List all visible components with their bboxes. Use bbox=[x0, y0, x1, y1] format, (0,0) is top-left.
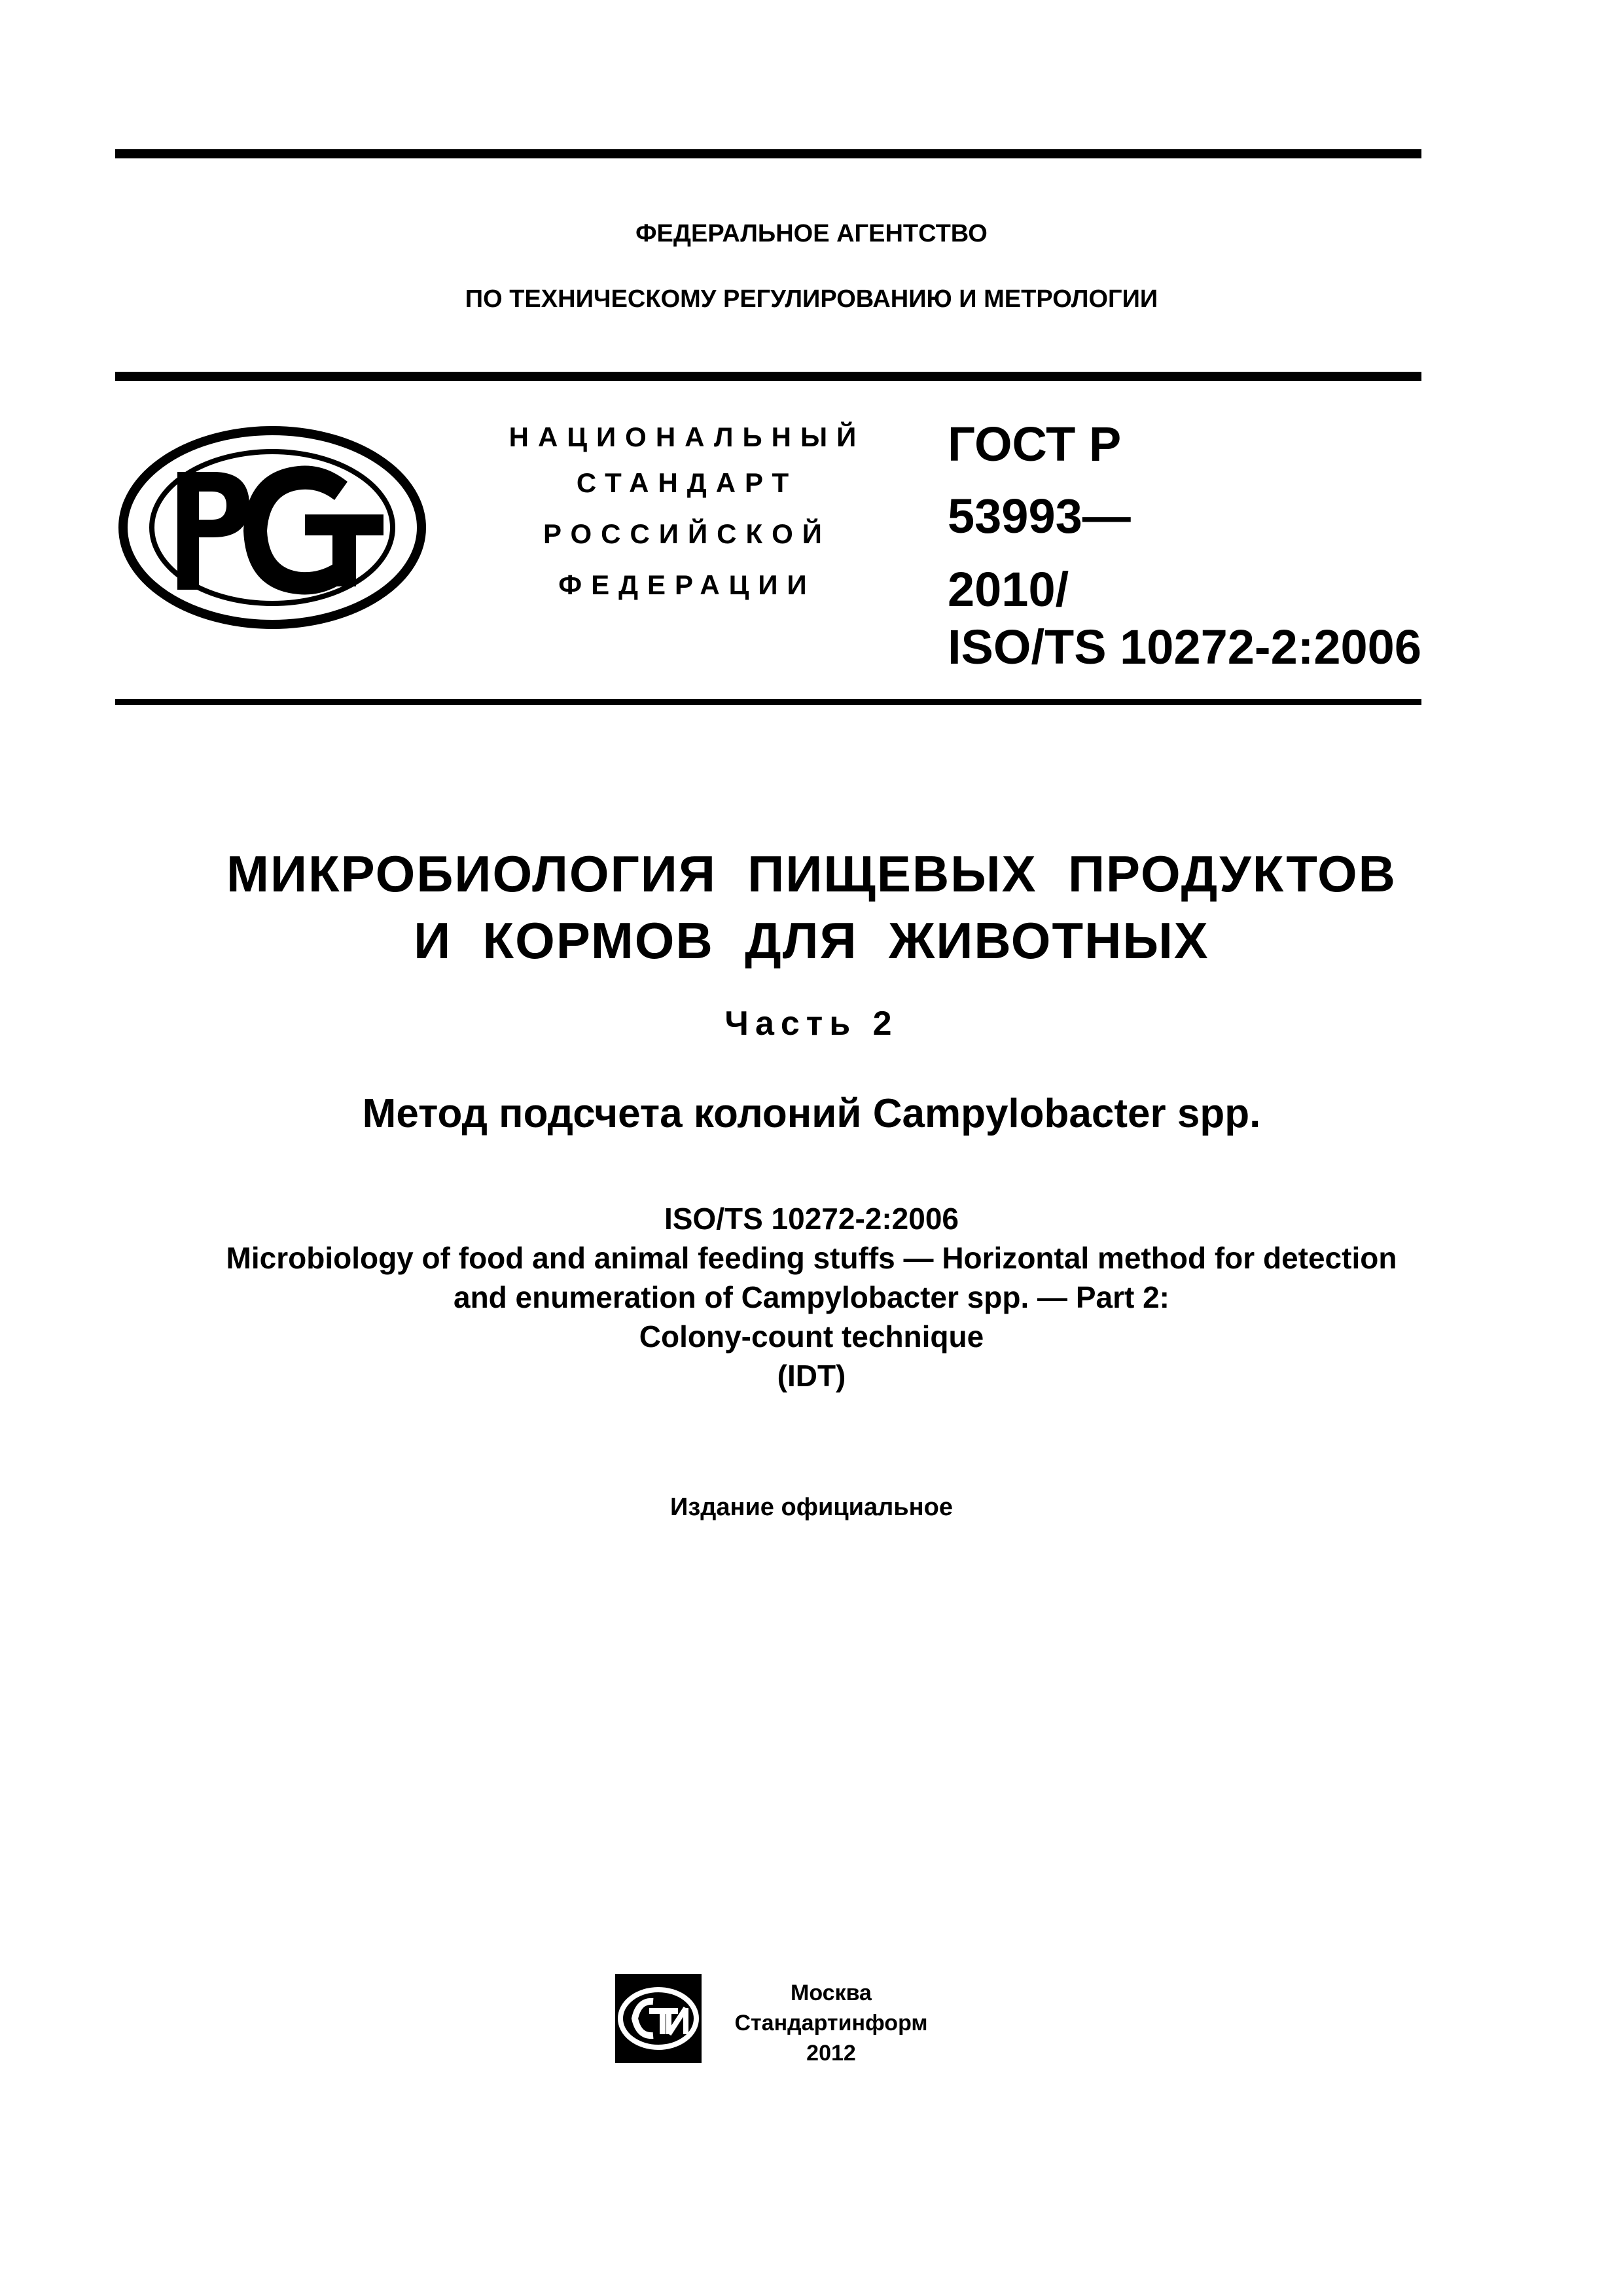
national-word-3: РОССИЙСКОЙ bbox=[543, 518, 831, 549]
gost-designation-line-4: ISO/TS 10272-2:2006 bbox=[948, 620, 1421, 674]
gost-designation-line-1: ГОСТ Р bbox=[948, 417, 1122, 471]
designation-rule bbox=[115, 699, 1421, 705]
agency-line-1: ФЕДЕРАЛЬНОЕ АГЕНТСТВО bbox=[635, 220, 988, 247]
method-title: Метод подсчета колоний Campylobacter spp. bbox=[362, 1091, 1261, 1136]
gost-designation-line-2: 53993— bbox=[948, 489, 1131, 543]
iso-ref-line-4: Colony-count technique bbox=[639, 1319, 984, 1354]
edition-label: Издание официальное bbox=[670, 1494, 953, 1521]
publisher-year: 2012 bbox=[806, 2041, 856, 2066]
publisher-city: Москва bbox=[791, 1981, 872, 2005]
iso-ref-line-1: ISO/TS 10272-2:2006 bbox=[664, 1202, 959, 1236]
national-word-4: ФЕДЕРАЦИИ bbox=[558, 569, 816, 600]
gost-designation-line-3: 2010/ bbox=[948, 562, 1069, 617]
standartinform-logo-icon bbox=[613, 1971, 704, 2066]
top-rule bbox=[115, 149, 1421, 158]
national-word-1: НАЦИОНАЛЬНЫЙ bbox=[508, 422, 866, 452]
header-rule bbox=[115, 372, 1421, 381]
publisher-name: Стандартинформ bbox=[734, 2011, 928, 2036]
rst-logo-icon bbox=[115, 423, 429, 632]
iso-ref-line-3: and enumeration of Campylobacter spp. — Part 2: bbox=[454, 1280, 1169, 1314]
iso-ref-line-5: (IDT) bbox=[777, 1359, 846, 1393]
iso-ref-line-2: Microbiology of food and animal feeding stuffs — Horizontal method for detection bbox=[226, 1241, 1397, 1275]
agency-line-2: ПО ТЕХНИЧЕСКОМУ РЕГУЛИРОВАНИЮ И МЕТРОЛОГИИ bbox=[465, 285, 1158, 313]
title-line-1: МИКРОБИОЛОГИЯ ПИЩЕВЫХ ПРОДУКТОВ bbox=[226, 845, 1397, 903]
part-label: Часть 2 bbox=[724, 1005, 899, 1043]
title-line-2: И КОРМОВ ДЛЯ ЖИВОТНЫХ bbox=[414, 912, 1209, 969]
national-word-2: СТАНДАРТ bbox=[576, 467, 798, 498]
